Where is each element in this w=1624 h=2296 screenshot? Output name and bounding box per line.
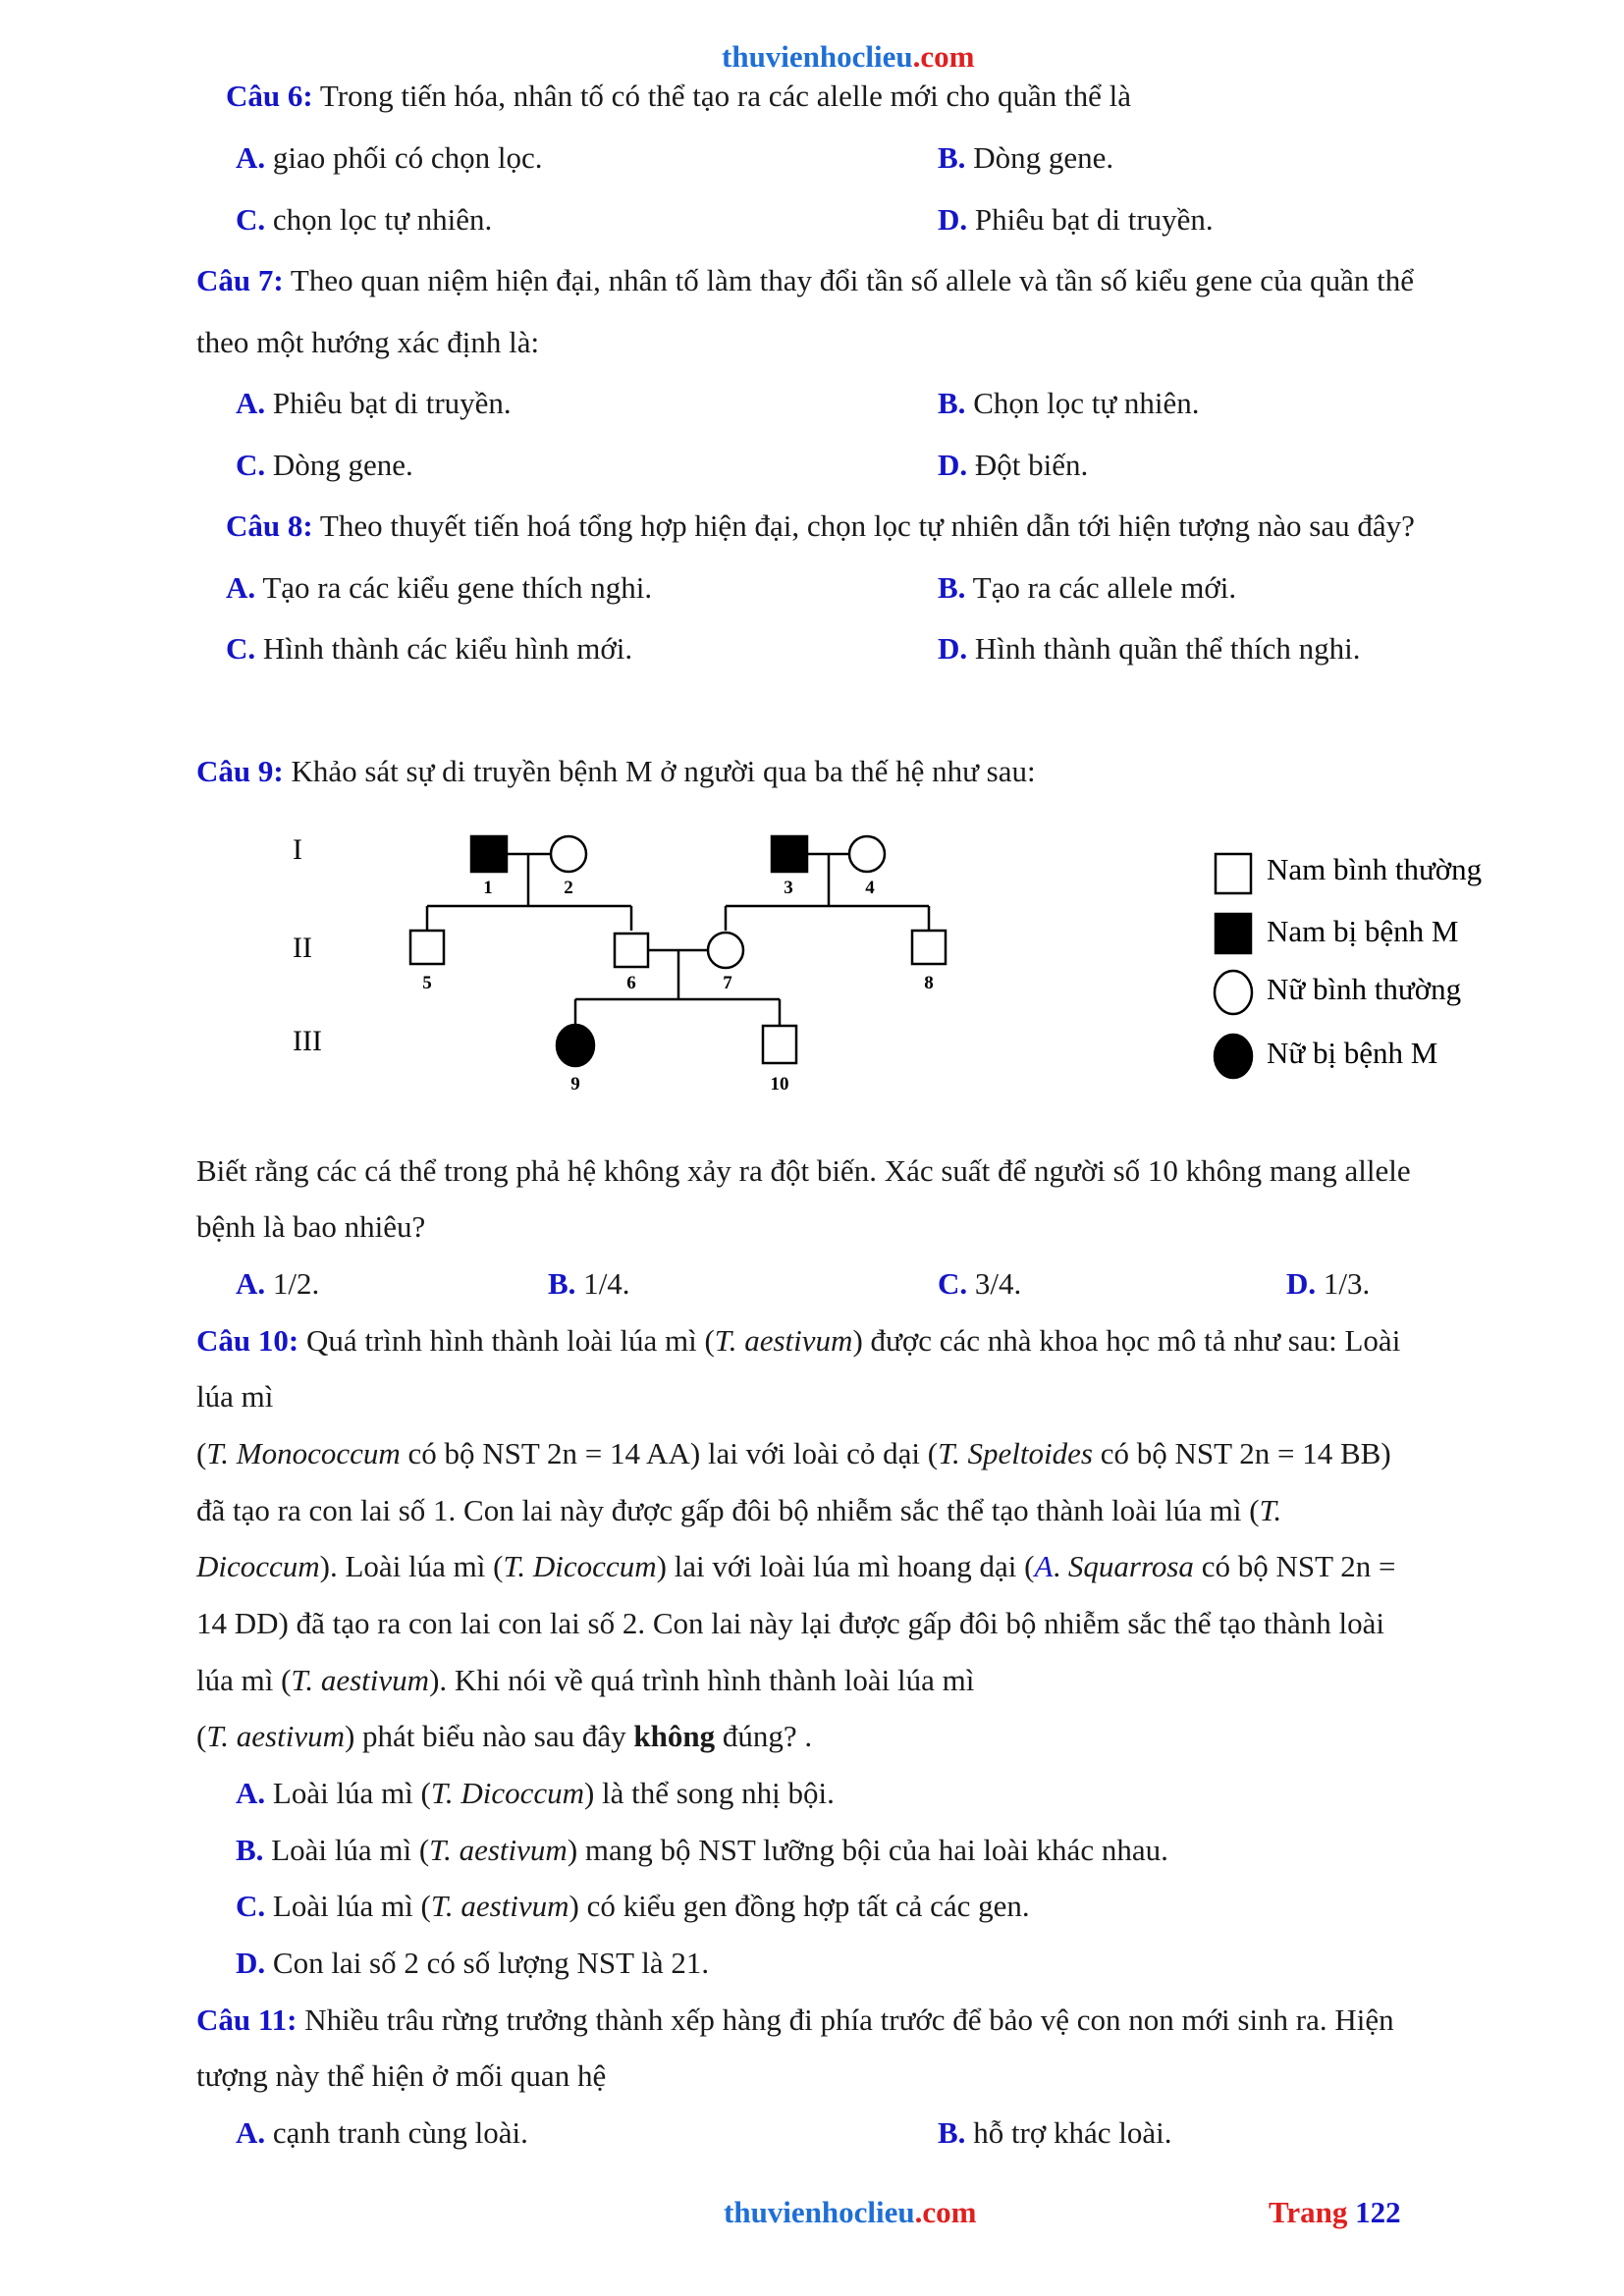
q6-label: Câu 6:	[226, 79, 313, 113]
legend-male-normal-icon	[1216, 854, 1251, 893]
q9-option-a: A. 1/2.	[236, 1266, 320, 1301]
q11-option-a: A. cạnh tranh cùng loài.	[236, 2115, 528, 2150]
q8-option-a: A. Tạo ra các kiểu gene thích nghi.	[226, 570, 653, 605]
footer-site	[724, 2195, 977, 2230]
pedigree-individual-7	[708, 933, 743, 968]
q8-option-c: C. Hình thành các kiểu hình mới.	[226, 631, 633, 666]
generation-label-I: I	[293, 833, 302, 866]
q8-option-b: B. Tạo ra các allele mới.	[938, 570, 1237, 605]
q10-stem-line8: (T. aestivum) phát biểu nào sau đây không đúng? .	[196, 1719, 813, 1753]
q7-option-c: C. Dòng gene.	[236, 448, 413, 482]
q6-text: Trong tiến hóa, nhân tố có thể tạo ra các alelle mới cho quần thể là	[312, 79, 1132, 113]
legend-female-affected: Nữ bị bệnh M	[1267, 1036, 1438, 1070]
legend-female-normal-icon	[1215, 971, 1252, 1014]
q11-label: Câu 11:	[196, 2002, 298, 2037]
legend-male-normal: Nam bình thường	[1267, 852, 1483, 886]
individual-number-9: 9	[570, 1074, 580, 1095]
q10-option-b: B. Loài lúa mì (T. aestivum) mang bộ NST lưỡng bội của hai loài khác nhau.	[236, 1833, 1168, 1867]
pedigree-individual-9	[557, 1025, 594, 1066]
individual-number-7: 7	[723, 973, 732, 993]
q9-stem: Câu 9: Khảo sát sự di truyền bệnh M ở người qua ba thế hệ như sau:	[196, 754, 1036, 788]
individual-number-8: 8	[924, 973, 934, 993]
q8-option-d: D. Hình thành quần thể thích nghi.	[938, 631, 1361, 666]
q6-option-d: D. Phiêu bạt di truyền.	[938, 202, 1214, 237]
legend-female-affected-icon	[1215, 1035, 1252, 1078]
q10-option-a: A. Loài lúa mì (T. Dicoccum) là thể song nhị bội.	[236, 1776, 835, 1810]
pedigree-individual-8	[912, 931, 946, 964]
footer-site-name: thuvienhoclieu	[724, 2195, 915, 2229]
individual-number-10: 10	[770, 1074, 789, 1095]
q8-label: Câu 8:	[226, 508, 313, 543]
page-number: Trang 122	[1269, 2195, 1401, 2229]
q10-stem-line7: lúa mì (T. aestivum). Khi nói về quá trình hình thành loài lúa mì	[196, 1663, 975, 1697]
legend-male-affected-icon	[1216, 914, 1251, 953]
q6-option-c: C. chọn lọc tự nhiên.	[236, 202, 493, 237]
generation-label-III: III	[293, 1025, 322, 1057]
q11-stem-line2: tượng này thể hiện ở mối quan hệ	[196, 2058, 607, 2093]
q9-option-b: B. 1/4.	[548, 1266, 630, 1301]
q10-stem-line3: (T. Monococcum có bộ NST 2n = 14 AA) lai với loài cỏ dại (T. Speltoides có bộ NST 2n = 14 BB)	[196, 1436, 1391, 1470]
pedigree-individual-1	[471, 836, 507, 872]
pedigree-individual-10	[763, 1026, 796, 1063]
q7-stem-line2: theo một hướng xác định là:	[196, 325, 540, 359]
q8-stem: Câu 8: Theo thuyết tiến hoá tổng hợp hiện đại, chọn lọc tự nhiên dẫn tới hiện tượng nào sau đây?	[226, 508, 1415, 543]
individual-number-5: 5	[422, 973, 432, 993]
q9-option-d: D. 1/3.	[1286, 1266, 1371, 1301]
q11-option-b: B. hỗ trợ khác loài.	[938, 2115, 1172, 2150]
individual-number-1: 1	[483, 878, 493, 898]
individual-number-4: 4	[865, 878, 875, 898]
q9-followup-line2: bệnh là bao nhiêu?	[196, 1209, 426, 1244]
q7-label: Câu 7:	[196, 263, 284, 297]
q10-stem-line4: đã tạo ra con lai số 1. Con lai này được gấp đôi bộ nhiễm sắc thể tạo thành loài lúa mì (T.	[196, 1493, 1282, 1527]
q10-stem-line2: lúa mì	[196, 1379, 274, 1414]
individual-number-2: 2	[564, 878, 573, 898]
q9-followup-line1: Biết rằng các cá thể trong phả hệ không xảy ra đột biến. Xác suất để người số 10 không mang allele	[196, 1153, 1411, 1188]
q10-stem-line1: Câu 10: Quá trình hình thành loài lúa mì (T. aestivum) được các nhà khoa học mô tả như sau: Loài	[196, 1323, 1401, 1358]
q10-stem-line6: 14 DD) đã tạo ra con lai con lai số 2. Con lai này lại được gấp đôi bộ nhiễm sắc thể tạo thành loài	[196, 1606, 1385, 1640]
q9-label: Câu 9:	[196, 754, 284, 788]
q9-option-c: C. 3/4.	[938, 1266, 1022, 1301]
legend-male-affected: Nam bị bệnh M	[1267, 914, 1459, 948]
q6-option-b: B. Dòng gene.	[938, 140, 1114, 175]
q7-option-d: D. Đột biến.	[938, 448, 1089, 482]
q10-stem-line5: Dicoccum). Loài lúa mì (T. Dicoccum) lai với loài lúa mì hoang dại (A. Squarrosa có bộ NST 2n =	[196, 1549, 1396, 1583]
q7-option-a: A. Phiêu bạt di truyền.	[236, 386, 512, 420]
header-site-tld: .com	[912, 39, 975, 74]
pedigree-individual-4	[849, 836, 885, 872]
individual-number-6: 6	[626, 973, 636, 993]
pedigree-individual-3	[772, 836, 807, 872]
generation-label-II: II	[293, 932, 312, 964]
q10-label: Câu 10:	[196, 1323, 299, 1358]
q10-option-c: C. Loài lúa mì (T. aestivum) có kiểu gen đồng hợp tất cả các gen.	[236, 1889, 1030, 1923]
q11-stem: Câu 11: Nhiều trâu rừng trưởng thành xếp hàng đi phía trước để bảo vệ con non mới sinh ra. Hiện	[196, 2002, 1394, 2037]
q6-option-a: A. giao phối có chọn lọc.	[236, 140, 543, 175]
pedigree-diagram	[0, 815, 1624, 1109]
pedigree-individual-2	[551, 836, 586, 872]
q7-stem: Câu 7: Theo quan niệm hiện đại, nhân tố làm thay đổi tần số allele và tần số kiểu gene của quần thể	[196, 263, 1414, 297]
header-site	[722, 39, 975, 75]
pedigree-individual-5	[410, 931, 444, 964]
legend-female-normal: Nữ bình thường	[1267, 972, 1462, 1006]
q7-option-b: B. Chọn lọc tự nhiên.	[938, 386, 1200, 420]
q6-stem	[226, 77, 1131, 116]
individual-number-3: 3	[784, 878, 793, 898]
q10-option-d: D. Con lai số 2 có số lượng NST là 21.	[236, 1946, 710, 1980]
pedigree-individual-6	[615, 934, 648, 967]
footer-site-tld: .com	[914, 2195, 977, 2229]
header-site-name: thuvienhoclieu	[722, 39, 913, 74]
